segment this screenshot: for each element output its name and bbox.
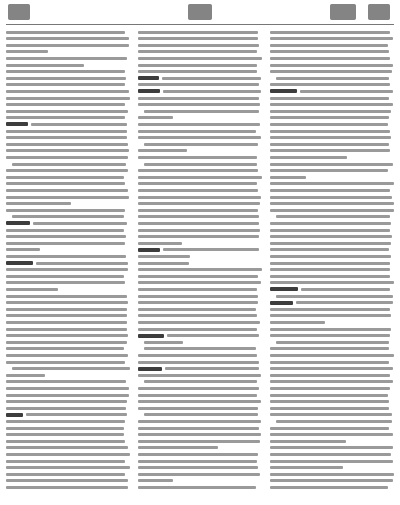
text-line (138, 446, 218, 449)
entry-headword (138, 248, 160, 252)
text-line (163, 248, 259, 251)
running-head-left (8, 4, 30, 20)
text-line (138, 308, 256, 311)
text-line (138, 57, 262, 60)
text-line (138, 235, 259, 238)
text-line (138, 486, 256, 489)
text-line (276, 77, 389, 80)
text-line (270, 235, 392, 238)
text-line (6, 31, 125, 34)
text-line (138, 176, 262, 179)
text-line (270, 229, 390, 232)
text-line (270, 116, 389, 119)
text-line (270, 176, 306, 179)
text-line (6, 374, 45, 377)
header-rule (6, 24, 394, 25)
text-line (296, 301, 393, 304)
page-header (0, 0, 400, 24)
text-line (138, 374, 261, 377)
text-line (270, 314, 391, 317)
text-line (270, 268, 390, 271)
text-line (138, 222, 259, 225)
text-line (270, 83, 390, 86)
text-line (138, 44, 259, 47)
text-line (6, 308, 127, 311)
text-line (270, 262, 390, 265)
entry-headword (6, 122, 28, 126)
text-line (6, 301, 128, 304)
text-line (6, 97, 130, 100)
text-line (6, 440, 125, 443)
text-line (138, 433, 261, 436)
text-line (6, 57, 127, 60)
text-line (270, 31, 390, 34)
text-line (270, 50, 389, 53)
text-line (138, 314, 257, 317)
running-head-center (188, 4, 212, 20)
text-line (270, 97, 389, 100)
text-line (138, 440, 260, 443)
text-line (138, 215, 259, 218)
text-line (6, 209, 125, 212)
text-line (31, 123, 127, 126)
text-line (138, 182, 257, 185)
text-line (270, 196, 392, 199)
text-line (270, 64, 393, 67)
text-line (144, 347, 256, 350)
text-line (270, 466, 343, 469)
text-line (270, 222, 391, 225)
text-line (6, 479, 128, 482)
text-line (138, 130, 256, 133)
text-line (270, 143, 389, 146)
text-line (270, 275, 390, 278)
text-line (6, 380, 126, 383)
text-line (6, 189, 128, 192)
text-line (6, 229, 124, 232)
text-line (138, 275, 258, 278)
text-line (270, 440, 346, 443)
text-line (144, 143, 258, 146)
text-line (270, 413, 392, 416)
text-line (12, 367, 130, 370)
text-line (6, 427, 124, 430)
text-line (138, 103, 260, 106)
text-line (270, 37, 393, 40)
entry-headword (6, 413, 23, 417)
text-line (6, 321, 127, 324)
text-line (6, 248, 40, 251)
text-line (6, 281, 125, 284)
text-line (270, 321, 325, 324)
text-line (138, 156, 257, 159)
text-line (26, 413, 127, 416)
text-line (6, 361, 125, 364)
text-line (270, 334, 390, 337)
text-line (6, 354, 128, 357)
text-line (163, 90, 261, 93)
text-line (270, 400, 389, 403)
text-line (6, 453, 130, 456)
text-line (276, 295, 393, 298)
entry-headword (270, 89, 297, 93)
text-line (270, 130, 390, 133)
text-line (138, 473, 260, 476)
text-line (6, 130, 127, 133)
text-line (138, 400, 261, 403)
text-line (138, 169, 258, 172)
text-line (276, 341, 389, 344)
text-line (6, 202, 71, 205)
text-line (6, 473, 125, 476)
text-line (138, 116, 173, 119)
text-line (270, 149, 390, 152)
text-line (6, 149, 129, 152)
text-line (270, 387, 390, 390)
text-line (33, 222, 127, 225)
text-line (6, 446, 128, 449)
text-line (6, 255, 126, 258)
text-line (6, 235, 126, 238)
text-column-left (6, 30, 130, 500)
text-line (138, 209, 258, 212)
text-line (270, 433, 393, 436)
text-line (6, 156, 128, 159)
text-line (138, 361, 259, 364)
text-line (270, 446, 393, 449)
entry-headword (138, 367, 162, 371)
entry-headword (270, 287, 298, 291)
text-line (6, 347, 124, 350)
text-line (270, 136, 391, 139)
text-line (276, 215, 390, 218)
text-line (167, 334, 259, 337)
text-line (270, 460, 393, 463)
text-line (270, 479, 393, 482)
text-line (138, 262, 189, 265)
text-column-right (270, 30, 394, 500)
entry-headword (270, 301, 293, 305)
entry-headword (6, 221, 30, 225)
text-line (270, 361, 389, 364)
text-line (6, 169, 128, 172)
text-line (6, 394, 129, 397)
text-line (6, 387, 129, 390)
text-line (6, 314, 127, 317)
text-line (138, 479, 173, 482)
entry-headword (138, 89, 160, 93)
text-line (6, 110, 128, 113)
text-line (270, 473, 394, 476)
text-line (6, 268, 128, 271)
text-line (270, 347, 389, 350)
text-line (6, 136, 127, 139)
text-line (138, 136, 261, 139)
text-line (6, 334, 128, 337)
text-line (138, 123, 260, 126)
text-line (138, 387, 259, 390)
text-line (270, 44, 388, 47)
text-line (12, 215, 124, 218)
text-line (138, 50, 257, 53)
text-line (270, 156, 347, 159)
text-line (6, 486, 128, 489)
text-line (138, 288, 257, 291)
running-head-right (330, 4, 356, 20)
text-line (6, 77, 126, 80)
text-line (6, 70, 125, 73)
text-line (138, 97, 259, 100)
text-line (144, 413, 258, 416)
page-number (368, 4, 390, 20)
text-line (270, 182, 394, 185)
text-line (6, 37, 129, 40)
text-line (6, 400, 127, 403)
text-line (270, 189, 390, 192)
text-line (300, 90, 393, 93)
text-line (138, 301, 258, 304)
text-line (138, 460, 257, 463)
text-line (270, 103, 393, 106)
text-line (36, 262, 128, 265)
text-line (138, 229, 260, 232)
entry-headword (138, 76, 159, 80)
text-line (270, 57, 390, 60)
text-line (270, 394, 388, 397)
text-line (6, 83, 125, 86)
text-line (138, 70, 257, 73)
text-line (6, 460, 125, 463)
text-line (138, 453, 258, 456)
text-line (138, 321, 260, 324)
text-line (6, 466, 130, 469)
text-line (138, 420, 261, 423)
text-line (6, 116, 125, 119)
text-line (270, 308, 390, 311)
text-line (276, 420, 392, 423)
text-line (6, 196, 129, 199)
text-line (270, 354, 394, 357)
text-line (270, 407, 389, 410)
text-line (6, 90, 129, 93)
text-line (162, 77, 261, 80)
text-line (144, 110, 259, 113)
text-line (270, 281, 394, 284)
text-line (270, 367, 393, 370)
text-line (6, 328, 127, 331)
text-line (270, 328, 391, 331)
text-line (270, 248, 389, 251)
text-line (6, 64, 84, 67)
entry-headword (6, 261, 33, 265)
text-line (6, 50, 48, 53)
text-line (6, 420, 125, 423)
text-line (270, 110, 391, 113)
text-line (138, 37, 258, 40)
text-line (6, 341, 127, 344)
text-line (270, 123, 388, 126)
text-line (6, 103, 125, 106)
text-line (6, 176, 124, 179)
text-line (270, 70, 392, 73)
text-line (138, 202, 260, 205)
text-line (6, 44, 129, 47)
text-line (138, 242, 182, 245)
text-line (138, 268, 262, 271)
text-line (270, 209, 394, 212)
text-line (6, 275, 124, 278)
text-line (6, 242, 125, 245)
text-line (138, 295, 258, 298)
text-line (144, 380, 257, 383)
text-line (6, 143, 128, 146)
text-line (138, 328, 257, 331)
text-line (138, 394, 257, 397)
text-line (270, 453, 391, 456)
text-line (270, 374, 390, 377)
text-line (270, 255, 391, 258)
text-line (138, 149, 187, 152)
text-line (270, 486, 388, 489)
text-line (138, 427, 259, 430)
entry-headword (138, 334, 164, 338)
text-line (138, 64, 257, 67)
text-line (138, 466, 258, 469)
text-line (12, 163, 126, 166)
text-line (301, 288, 390, 291)
text-line (270, 427, 389, 430)
text-line (138, 31, 258, 34)
text-column-middle (138, 30, 262, 500)
text-line (138, 281, 261, 284)
text-line (270, 163, 393, 166)
text-line (6, 288, 58, 291)
text-line (6, 433, 124, 436)
text-line (270, 380, 393, 383)
text-line (138, 354, 257, 357)
text-line (138, 83, 259, 86)
text-line (6, 295, 127, 298)
text-line (144, 341, 183, 344)
text-line (270, 242, 391, 245)
text-line (138, 255, 190, 258)
text-line (138, 189, 258, 192)
text-line (165, 367, 259, 370)
text-line (138, 407, 258, 410)
text-line (138, 196, 261, 199)
text-line (270, 169, 388, 172)
text-line (6, 407, 126, 410)
text-line (144, 163, 257, 166)
text-line (270, 202, 394, 205)
text-line (6, 182, 125, 185)
